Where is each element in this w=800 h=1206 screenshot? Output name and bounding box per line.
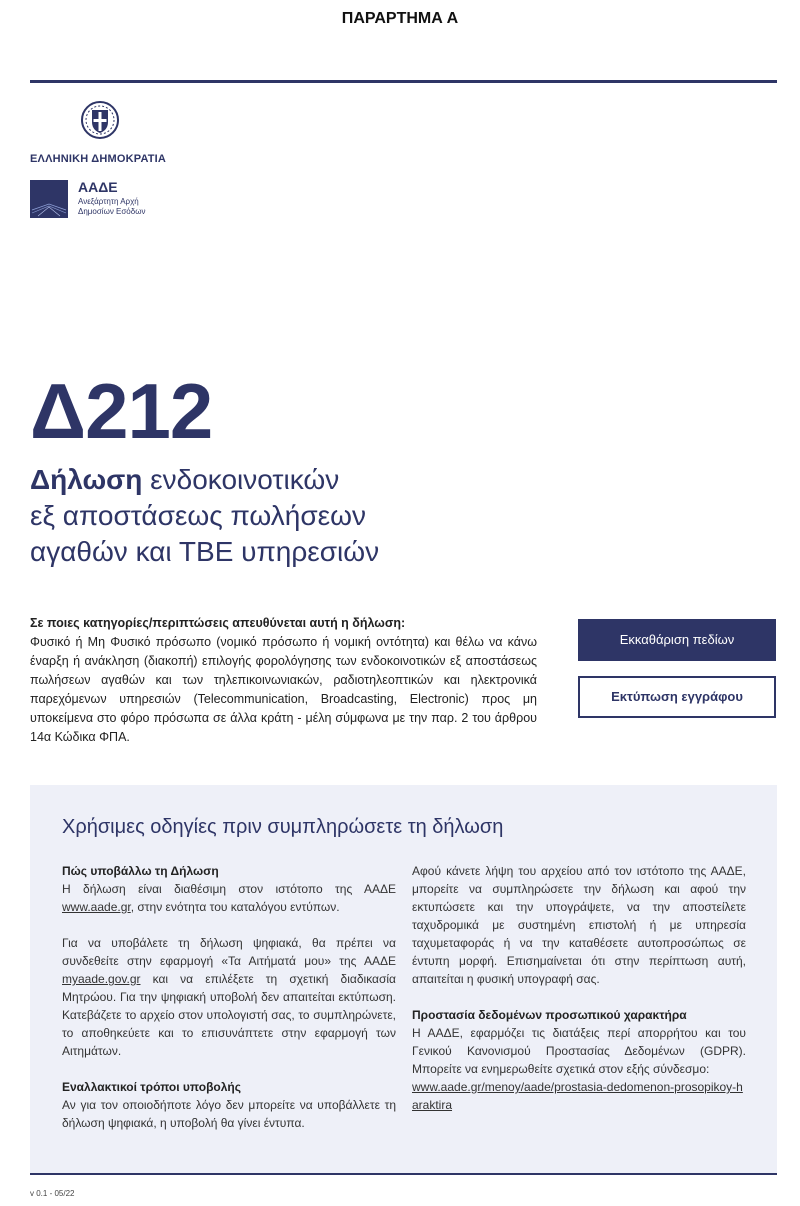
republic-label: ΕΛΛΗΝΙΚΗ ΔΗΜΟΚΡΑΤΙΑ [30, 153, 167, 165]
myaade-link[interactable]: myaade.gov.gr [62, 972, 141, 986]
form-title-line: αγαθών και ΤΒΕ υπηρεσιών [30, 536, 380, 567]
how-to-submit-paragraph [62, 880, 396, 916]
instructions-title: Χρήσιμες οδηγίες πριν συμπληρώσετε τη δήλωση [62, 816, 504, 838]
aade-logo-icon [30, 180, 68, 218]
annex-title: ΠΑΡΑΡΤΗΜΑ Α [341, 10, 459, 27]
digital-submission-paragraph [62, 934, 396, 1060]
data-protection-heading: Προστασία δεδομένων προσωπικού χαρακτήρα [412, 1008, 687, 1022]
paragraph-text: Η δήλωση είναι διαθέσιμη στον ιστότοπο της ΑΑΔΕ [62, 882, 396, 896]
bottom-divider [30, 1173, 777, 1175]
data-protection-link[interactable]: www.aade.gr/menoy/aade/prostasia-dedomenon-prosopikoy-haraktira [412, 1080, 743, 1112]
instructions-left-column [62, 862, 396, 1132]
instructions-right-column [412, 862, 746, 1114]
how-to-submit-heading: Πώς υποβάλλω τη Δήλωση [62, 864, 219, 878]
paper-submission-text: Αφού κάνετε λήψη του αρχείου από τον ιστότοπο της ΑΑΔΕ, μπορείτε να συμπληρώσετε την δήλωση και αφού την εκτυπώσετε και την υπογράψετε, να την αποστείλετε ταχυδρομικά με συστημένη επιστολή ή με υπηρεσία ταχυμεταφοράς ή να την καταθέσετε αυτοπροσώπως σε έντυπη μορφή. Επισημαίνεται ότι στην περίπτωση αυτή, απαιτείται η φυσική υπογραφή σας. [412, 864, 746, 986]
aade-website-link[interactable]: www.aade.gr [62, 900, 131, 914]
aade-subtitle-line: Ανεξάρτητη Αρχή [78, 197, 139, 206]
audience-text: Φυσικό ή Μη Φυσικό πρόσωπο (νομικό πρόσωπο ή νομική οντότητα) και θέλω να κάνω έναρξη ή ανάκληση (διακοπή) επιλογής φορολόγησης των ενδοκοινοτικών εξ αποστάσεως πωλήσεων αγαθών και των τηλεπικοινωνιακών, ραδιοτηλεοπτικών και ηλεκτρονικά παρεχόμενων υπηρεσιών (Telecommunication, Broadcasting, Electronic) προς μη υποκείμενα στο φόρο πρόσωπα σε άλλα κράτη - μέλη σύμφωνα με την παρ. 2 του άρθρου 14α Κώδικα ΦΠΑ. [30, 635, 537, 744]
audience-heading: Σε ποιες κατηγορίες/περιπτώσεις απευθύνεται αυτή η δήλωση: [30, 616, 406, 630]
version-label: v 0.1 - 05/22 [30, 1189, 75, 1198]
instructions-panel [30, 785, 777, 1173]
print-document-button[interactable]: Εκτύπωση εγγράφου [578, 676, 776, 718]
form-title-rest: ενδοκοινοτικών [142, 464, 340, 495]
clear-fields-button[interactable]: Εκκαθάριση πεδίων [578, 619, 776, 661]
aade-name: ΑΑΔΕ [78, 179, 118, 195]
greek-emblem-icon [80, 100, 120, 144]
aade-subtitle-line: Δημοσίων Εσόδων [78, 207, 146, 216]
audience-section [30, 614, 537, 747]
aade-subtitle [78, 197, 145, 217]
top-divider [30, 80, 777, 83]
alternative-submission-heading: Εναλλακτικοί τρόποι υποβολής [62, 1080, 241, 1094]
paragraph-text: Για να υποβάλετε τη δήλωση ψηφιακά, θα πρέπει να συνδεθείτε στην εφαρμογή «Τα Αιτήματά μου» της ΑΑΔΕ [62, 936, 396, 968]
data-protection-text: Η ΑΑΔΕ, εφαρμόζει τις διατάξεις περί απορρήτου και του Γενικού Κανονισμού Προστασίας Δεδομένων (GDPR). Μπορείτε να ενημερωθείτε σχετικά στον εξής σύνδεσμο: [412, 1026, 746, 1076]
paragraph-text: και να επιλέξετε τη σχετική διαδικασία Μητρώου. Για την ψηφιακή υποβολή δεν απαιτείται εκτύπωση. Κατεβάζετε το αρχείο στον υπολογιστή σας, το συμπληρώνετε, το αποθηκεύετε και το επισυνάπτετε στην εφαρμογή των Αιτημάτων. [62, 972, 396, 1058]
paragraph-text: , στην ενότητα του καταλόγου εντύπων. [130, 900, 340, 914]
form-title-bold: Δήλωση [30, 464, 143, 495]
form-title-line: εξ αποστάσεως πωλήσεων [30, 500, 366, 531]
alternative-submission-text: Αν για τον οποιοδήποτε λόγο δεν μπορείτε να υποβάλλετε τη δήλωση ψηφιακά, η υποβολή θα γίνει έντυπα. [62, 1098, 396, 1130]
form-title [30, 462, 550, 570]
form-code: Δ212 [30, 367, 213, 455]
